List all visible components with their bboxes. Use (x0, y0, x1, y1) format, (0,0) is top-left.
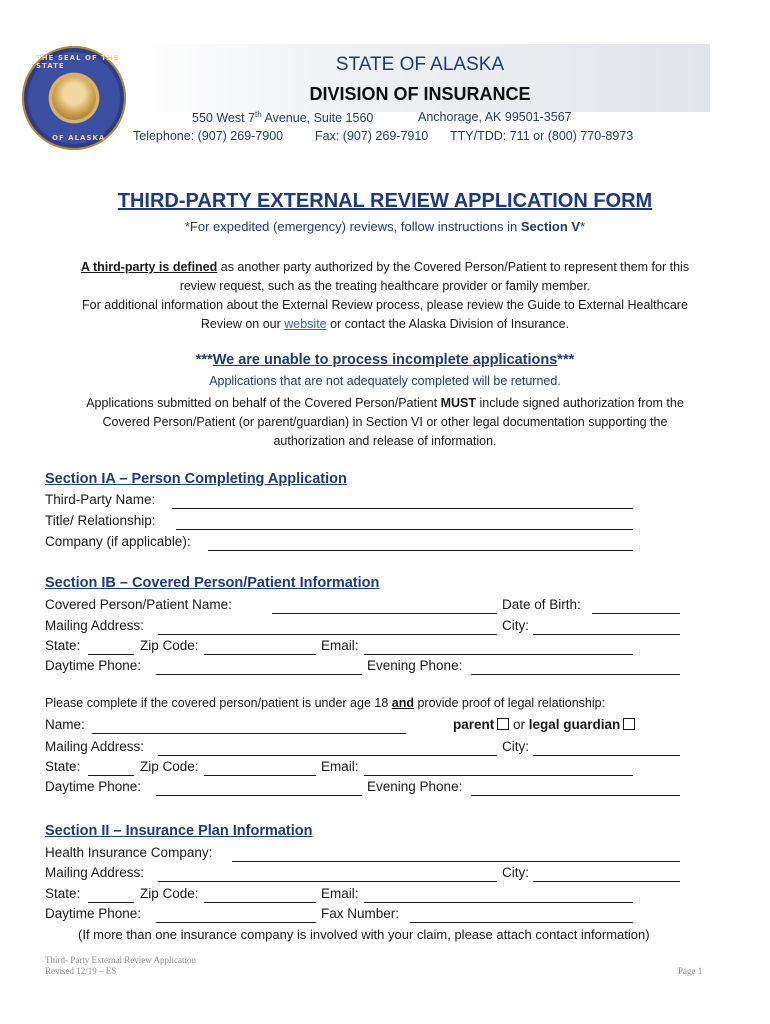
guardian-evening-label: Evening Phone: (367, 779, 463, 794)
zip-field[interactable] (204, 654, 316, 655)
company-field[interactable] (208, 550, 633, 551)
insurance-company-label: Health Insurance Company: (45, 845, 213, 860)
section-ia-heading: Section IA – Person Completing Application (45, 471, 347, 487)
insurer-state-label: State: (45, 886, 81, 901)
dob-label: Date of Birth: (502, 597, 581, 612)
insurer-zip-field[interactable] (204, 902, 316, 903)
multiple-insurers-note: (If more than one insurance company is involved with your claim, please attach contact information) (78, 927, 650, 942)
fax: Fax: (907) 269-7910 (315, 129, 429, 143)
insurer-email-field[interactable] (364, 902, 633, 903)
expedited-note: *For expedited (emergency) reviews, follow instructions in Section V* (184, 219, 586, 234)
email-field[interactable] (364, 654, 633, 655)
state-field[interactable] (88, 654, 134, 655)
zip-label: Zip Code: (140, 638, 199, 653)
definition-line-1: A third-party is defined as another party authorized by the Covered Person/Patient to represent them for this (80, 260, 690, 274)
third-party-name-field[interactable] (172, 508, 633, 509)
insurer-city-label: City: (502, 865, 529, 880)
definition-line-2: review request, such as the treating healthcare provider or family member. (179, 279, 591, 293)
seal-center (52, 76, 96, 120)
form-title: THIRD-PARTY EXTERNAL REVIEW APPLICATION FORM (117, 190, 653, 212)
guardian-mailing-label: Mailing Address: (45, 739, 145, 754)
minor-instruction: Please complete if the covered person/patient is under age 18 and provide proof of legal relationship: (45, 696, 606, 710)
city-field[interactable] (533, 634, 680, 635)
guardian-email-label: Email: (321, 759, 359, 774)
state-name: STATE OF ALASKA (335, 54, 505, 75)
guardian-state-field[interactable] (88, 775, 134, 776)
footer-revised: Revised 12/19 – ES (45, 966, 117, 976)
parent-checkbox[interactable] (497, 718, 509, 730)
guardian-state-label: State: (45, 759, 81, 774)
state-label: State: (45, 638, 81, 653)
city-label: City: (502, 618, 529, 633)
tty: TTY/TDD: 711 or (800) 770-8973 (450, 129, 634, 143)
guardian-name-label: Name: (45, 717, 85, 732)
covered-name-label: Covered Person/Patient Name: (45, 597, 232, 612)
guardian-name-field[interactable] (92, 733, 406, 734)
insurer-daytime-label: Daytime Phone: (45, 906, 142, 921)
seal-text-top: THE SEAL OF THE STATE (36, 54, 120, 70)
seal-text-bottom: OF ALASKA (52, 134, 106, 142)
guardian-zip-field[interactable] (204, 775, 316, 776)
guardian-city-field[interactable] (533, 755, 680, 756)
relationship-options: parent or legal guardian (453, 717, 635, 732)
insurer-daytime-field[interactable] (156, 922, 316, 923)
guardian-email-field[interactable] (364, 775, 633, 776)
info-line-1: For additional information about the External Review process, please review the Guide to External Healthcare (82, 298, 688, 312)
guardian-daytime-label: Daytime Phone: (45, 779, 142, 794)
section-ii-heading: Section II – Insurance Plan Information (45, 823, 313, 839)
evening-phone-label: Evening Phone: (367, 658, 463, 673)
behalf-line-3: authorization and release of information. (273, 434, 497, 448)
insurer-fax-label: Fax Number: (321, 906, 400, 921)
insurer-email-label: Email: (321, 886, 359, 901)
address-city: Anchorage, AK 99501-3567 (418, 110, 572, 124)
telephone: Telephone: (907) 269-7900 (133, 129, 284, 143)
evening-phone-field[interactable] (471, 674, 680, 675)
guardian-daytime-field[interactable] (156, 795, 362, 796)
info-line-2: Review on our website or contact the Alaska Division of Insurance. (200, 317, 570, 331)
footer-form-name: Third- Party External Review Application (45, 955, 196, 965)
insurer-zip-label: Zip Code: (140, 886, 199, 901)
insurer-fax-field[interactable] (410, 922, 633, 923)
behalf-line-2: Covered Person/Patient (or parent/guardian) in Section VI or other legal documentation supporting the (102, 415, 668, 429)
behalf-line-1: Applications submitted on behalf of the Covered Person/Patient MUST include signed authorization from the (86, 396, 684, 410)
insurance-company-field[interactable] (232, 861, 680, 862)
alaska-seal-icon (22, 46, 126, 150)
insurer-state-field[interactable] (88, 902, 134, 903)
mailing-address-field[interactable] (158, 634, 497, 635)
website-link[interactable]: website (284, 317, 327, 331)
division-name: DIVISION OF INSURANCE (309, 84, 531, 104)
third-party-name-label: Third-Party Name: (45, 492, 156, 507)
mailing-address-label: Mailing Address: (45, 618, 145, 633)
guardian-zip-label: Zip Code: (140, 759, 199, 774)
dob-field[interactable] (592, 613, 680, 614)
returned-note: Applications that are not adequately completed will be returned. (209, 374, 561, 388)
guardian-evening-field[interactable] (471, 795, 680, 796)
address-street: 550 West 7th Avenue, Suite 1560 (192, 110, 374, 126)
covered-name-field[interactable] (272, 613, 497, 614)
section-ib-heading: Section IB – Covered Person/Patient Information (45, 575, 380, 591)
daytime-phone-field[interactable] (156, 674, 362, 675)
guardian-city-label: City: (502, 739, 529, 754)
title-relationship-label: Title/ Relationship: (45, 513, 156, 528)
insurer-mailing-label: Mailing Address: (45, 865, 145, 880)
insurer-city-field[interactable] (533, 881, 680, 882)
daytime-phone-label: Daytime Phone: (45, 658, 142, 673)
incomplete-notice: ***We are unable to process incomplete applications*** (195, 352, 575, 368)
email-label: Email: (321, 638, 359, 653)
footer-page-number: Page 1 (678, 966, 703, 976)
company-label: Company (if applicable): (45, 534, 191, 549)
legal-guardian-checkbox[interactable] (623, 718, 635, 730)
insurer-mailing-field[interactable] (158, 881, 497, 882)
guardian-mailing-field[interactable] (158, 755, 497, 756)
title-relationship-field[interactable] (176, 529, 633, 530)
